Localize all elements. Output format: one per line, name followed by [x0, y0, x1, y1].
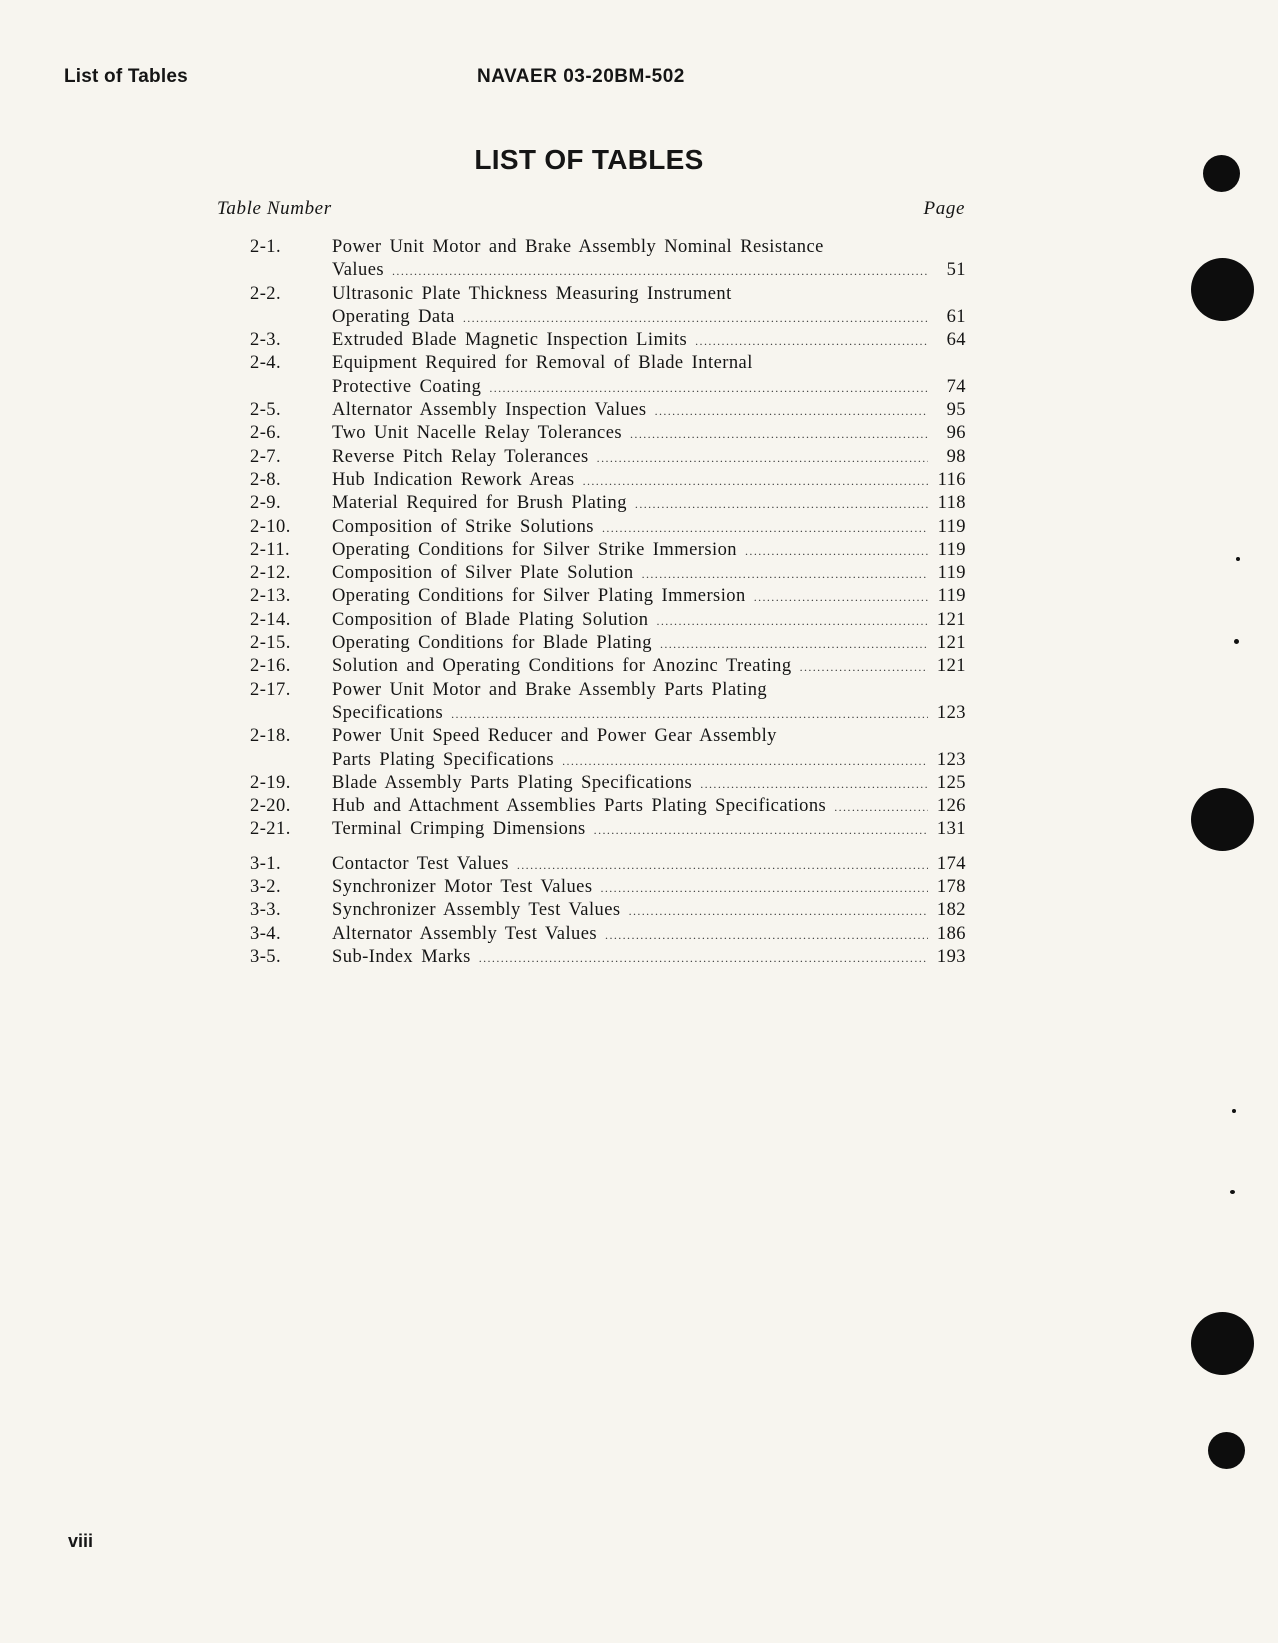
table-number: 2-14.	[250, 609, 291, 630]
dot-leader	[479, 947, 928, 970]
list-item	[250, 492, 966, 515]
page-ref: 119	[937, 516, 966, 537]
list-item	[250, 679, 966, 726]
table-title: Hub and Attachment Assemblies Parts Plating Specifications	[332, 796, 827, 817]
binder-hole	[1203, 155, 1240, 192]
binder-hole	[1191, 788, 1254, 851]
page-ref: 118	[937, 493, 966, 514]
dot-leader	[463, 307, 928, 330]
list-item-line	[250, 352, 966, 375]
list-item	[250, 818, 966, 841]
dot-leader	[594, 819, 928, 842]
table-number: 2-18.	[250, 726, 291, 747]
table-title: Operating Data	[332, 306, 455, 327]
list-item	[250, 539, 966, 562]
page-ref: 64	[946, 330, 966, 351]
list-item-line	[250, 306, 966, 329]
table-title: Operating Conditions for Silver Strike Immersion	[332, 539, 738, 560]
list-item	[250, 632, 966, 655]
dot-leader	[629, 900, 928, 923]
list-item	[250, 655, 966, 678]
list-item	[250, 946, 966, 969]
dot-leader	[635, 493, 928, 516]
table-title: Power Unit Speed Reducer and Power Gear Assembly	[332, 726, 777, 747]
list-item	[250, 899, 966, 922]
page-ref: 119	[937, 563, 966, 584]
list-item-line	[250, 516, 966, 539]
page-ref: 121	[936, 609, 966, 630]
scan-speck	[1230, 1190, 1235, 1194]
table-number: 2-9.	[250, 493, 282, 514]
table-number: 2-13.	[250, 586, 291, 607]
page-number-footer: viii	[68, 1531, 94, 1551]
list-item-line	[250, 446, 966, 469]
running-header-section: List of Tables	[64, 66, 188, 87]
dot-leader	[630, 423, 928, 446]
list-item-line	[250, 259, 966, 282]
dot-leader	[602, 517, 928, 540]
list-item-line	[250, 399, 966, 422]
table-title: Blade Assembly Parts Plating Specifications	[332, 772, 693, 793]
scan-speck	[1232, 1109, 1236, 1113]
list-item	[250, 422, 966, 445]
scan-speck	[1236, 557, 1240, 561]
list-item-line	[250, 329, 966, 352]
table-title: Material Required for Brush Plating	[332, 493, 627, 514]
dot-leader	[642, 563, 928, 586]
page-ref: 123	[936, 749, 966, 770]
table-title: Hub Indication Rework Areas	[332, 469, 575, 490]
list-item-line	[250, 632, 966, 655]
table-number: 2-5.	[250, 400, 282, 421]
table-number: 2-7.	[250, 446, 282, 467]
list-item-line	[250, 795, 966, 818]
table-number: 2-4.	[250, 353, 282, 374]
page-ref: 178	[936, 877, 966, 898]
table-title: Protective Coating	[332, 376, 482, 397]
table-title: Specifications	[332, 702, 444, 723]
list-item	[250, 609, 966, 632]
list-item-line	[250, 749, 966, 772]
dot-leader	[754, 586, 928, 609]
list-item-line	[250, 772, 966, 795]
dot-leader	[655, 400, 928, 423]
table-number: 2-6.	[250, 423, 282, 444]
dot-leader	[695, 330, 928, 353]
page-ref: 186	[936, 923, 966, 944]
list-item-line	[250, 562, 966, 585]
list-item-line	[250, 492, 966, 515]
dot-leader	[700, 773, 928, 796]
list-item-line	[250, 853, 966, 876]
list-item	[250, 585, 966, 608]
table-title: Composition of Blade Plating Solution	[332, 609, 649, 630]
table-title: Extruded Blade Magnetic Inspection Limits	[332, 330, 688, 351]
list-item-line	[250, 679, 966, 702]
page-ref: 116	[937, 469, 966, 490]
scan-speck	[1234, 639, 1239, 644]
list-item	[250, 469, 966, 492]
page-ref: 121	[936, 633, 966, 654]
list-item-line	[250, 655, 966, 678]
table-number: 2-10.	[250, 516, 291, 537]
table-title: Reverse Pitch Relay Tolerances	[332, 446, 589, 467]
table-title: Composition of Strike Solutions	[332, 516, 594, 537]
table-title: Alternator Assembly Test Values	[332, 923, 598, 944]
binder-hole	[1208, 1432, 1245, 1469]
table-number: 2-19.	[250, 772, 291, 793]
list-item	[250, 352, 966, 399]
dot-leader	[605, 924, 928, 947]
table-title: Two Unit Nacelle Relay Tolerances	[332, 423, 623, 444]
dot-leader	[745, 540, 928, 563]
page-ref: 131	[936, 819, 966, 840]
dot-leader	[392, 260, 928, 283]
list-item-line	[250, 236, 966, 259]
list-item-line	[250, 818, 966, 841]
table-number: 2-1.	[250, 237, 282, 257]
page-ref: 51	[946, 260, 966, 281]
table-title: Alternator Assembly Inspection Values	[332, 400, 647, 421]
table-number: 3-1.	[250, 853, 282, 874]
list-item	[250, 876, 966, 899]
binder-hole	[1191, 1312, 1254, 1375]
dot-leader	[597, 447, 928, 470]
table-title: Parts Plating Specifications	[332, 749, 555, 770]
column-heading-page: Page	[923, 198, 965, 219]
list-item-line	[250, 422, 966, 445]
table-number: 2-11.	[250, 539, 291, 560]
table-number: 3-2.	[250, 877, 282, 898]
dot-leader	[600, 877, 928, 900]
list-item-line	[250, 609, 966, 632]
list-item-line	[250, 376, 966, 399]
table-number: 2-21.	[250, 819, 291, 840]
page-ref: 61	[946, 306, 966, 327]
dot-leader	[583, 470, 928, 493]
table-title: Sub-Index Marks	[332, 946, 471, 967]
table-number: 3-5.	[250, 946, 282, 967]
table-number: 2-20.	[250, 796, 291, 817]
list-item	[250, 329, 966, 352]
dot-leader	[834, 796, 928, 819]
list-item	[250, 772, 966, 795]
page-ref: 125	[936, 772, 966, 793]
table-number: 2-15.	[250, 633, 291, 654]
running-header-doc-number: NAVAER 03-20BM-502	[477, 66, 685, 87]
list-item	[250, 446, 966, 469]
table-number: 2-3.	[250, 330, 282, 351]
list-item-line	[250, 899, 966, 922]
list-item	[250, 516, 966, 539]
dot-leader	[489, 377, 928, 400]
table-title: Solution and Operating Conditions for Anozinc Treating	[332, 656, 792, 677]
list-item-line	[250, 539, 966, 562]
table-title: Operating Conditions for Blade Plating	[332, 633, 652, 654]
table-title: Synchronizer Motor Test Values	[332, 877, 593, 898]
page-ref: 182	[936, 900, 966, 921]
list-item	[250, 923, 966, 946]
table-title: Power Unit Motor and Brake Assembly Nominal Resistance	[332, 237, 824, 257]
list-item	[250, 283, 966, 330]
dot-leader	[562, 750, 928, 773]
table-title: Composition of Silver Plate Solution	[332, 563, 634, 584]
table-title: Operating Conditions for Silver Plating Immersion	[332, 586, 746, 607]
list-item-line	[250, 946, 966, 969]
table-number: 2-2.	[250, 283, 282, 304]
table-number: 2-17.	[250, 679, 291, 700]
page-ref: 119	[937, 539, 966, 560]
table-number: 2-12.	[250, 563, 291, 584]
table-title: Contactor Test Values	[332, 853, 509, 874]
table-number: 3-3.	[250, 900, 282, 921]
list-item	[250, 236, 966, 283]
page-ref: 95	[946, 400, 966, 421]
table-title: Power Unit Motor and Brake Assembly Parts Plating	[332, 679, 768, 700]
list-item	[250, 725, 966, 772]
binder-hole	[1191, 258, 1254, 321]
page-ref: 119	[937, 586, 966, 607]
list-item-line	[250, 585, 966, 608]
table-number: 2-16.	[250, 656, 291, 677]
dot-leader	[800, 656, 928, 679]
list-item-line	[250, 469, 966, 492]
dot-leader	[517, 854, 928, 877]
list-item-line	[250, 283, 966, 306]
page-ref: 96	[946, 423, 966, 444]
table-title: Synchronizer Assembly Test Values	[332, 900, 621, 921]
page-ref: 123	[936, 702, 966, 723]
table-number: 2-8.	[250, 469, 282, 490]
list-item	[250, 399, 966, 422]
page-ref: 121	[936, 656, 966, 677]
table-title: Terminal Crimping Dimensions	[332, 819, 586, 840]
list-item-line	[250, 876, 966, 899]
page-ref: 74	[946, 376, 966, 397]
table-number: 3-4.	[250, 923, 282, 944]
list-item	[250, 795, 966, 818]
list-item-line	[250, 702, 966, 725]
page-ref: 193	[936, 946, 966, 967]
list-item	[250, 853, 966, 876]
list-item-line	[250, 725, 966, 748]
table-title: Values	[332, 260, 385, 281]
page-ref: 98	[946, 446, 966, 467]
dot-leader	[451, 703, 928, 726]
list-item-line	[250, 923, 966, 946]
table-title: Equipment Required for Removal of Blade Internal	[332, 353, 753, 374]
table-title: Ultrasonic Plate Thickness Measuring Instrument	[332, 283, 732, 304]
page-ref: 174	[936, 853, 966, 874]
dot-leader	[660, 633, 928, 656]
list-item	[250, 562, 966, 585]
dot-leader	[656, 610, 928, 633]
column-heading-table-number: Table Number	[217, 198, 332, 219]
table-of-contents-list	[250, 236, 966, 969]
page-ref: 126	[936, 796, 966, 817]
page-title: LIST OF TABLES	[474, 144, 704, 175]
